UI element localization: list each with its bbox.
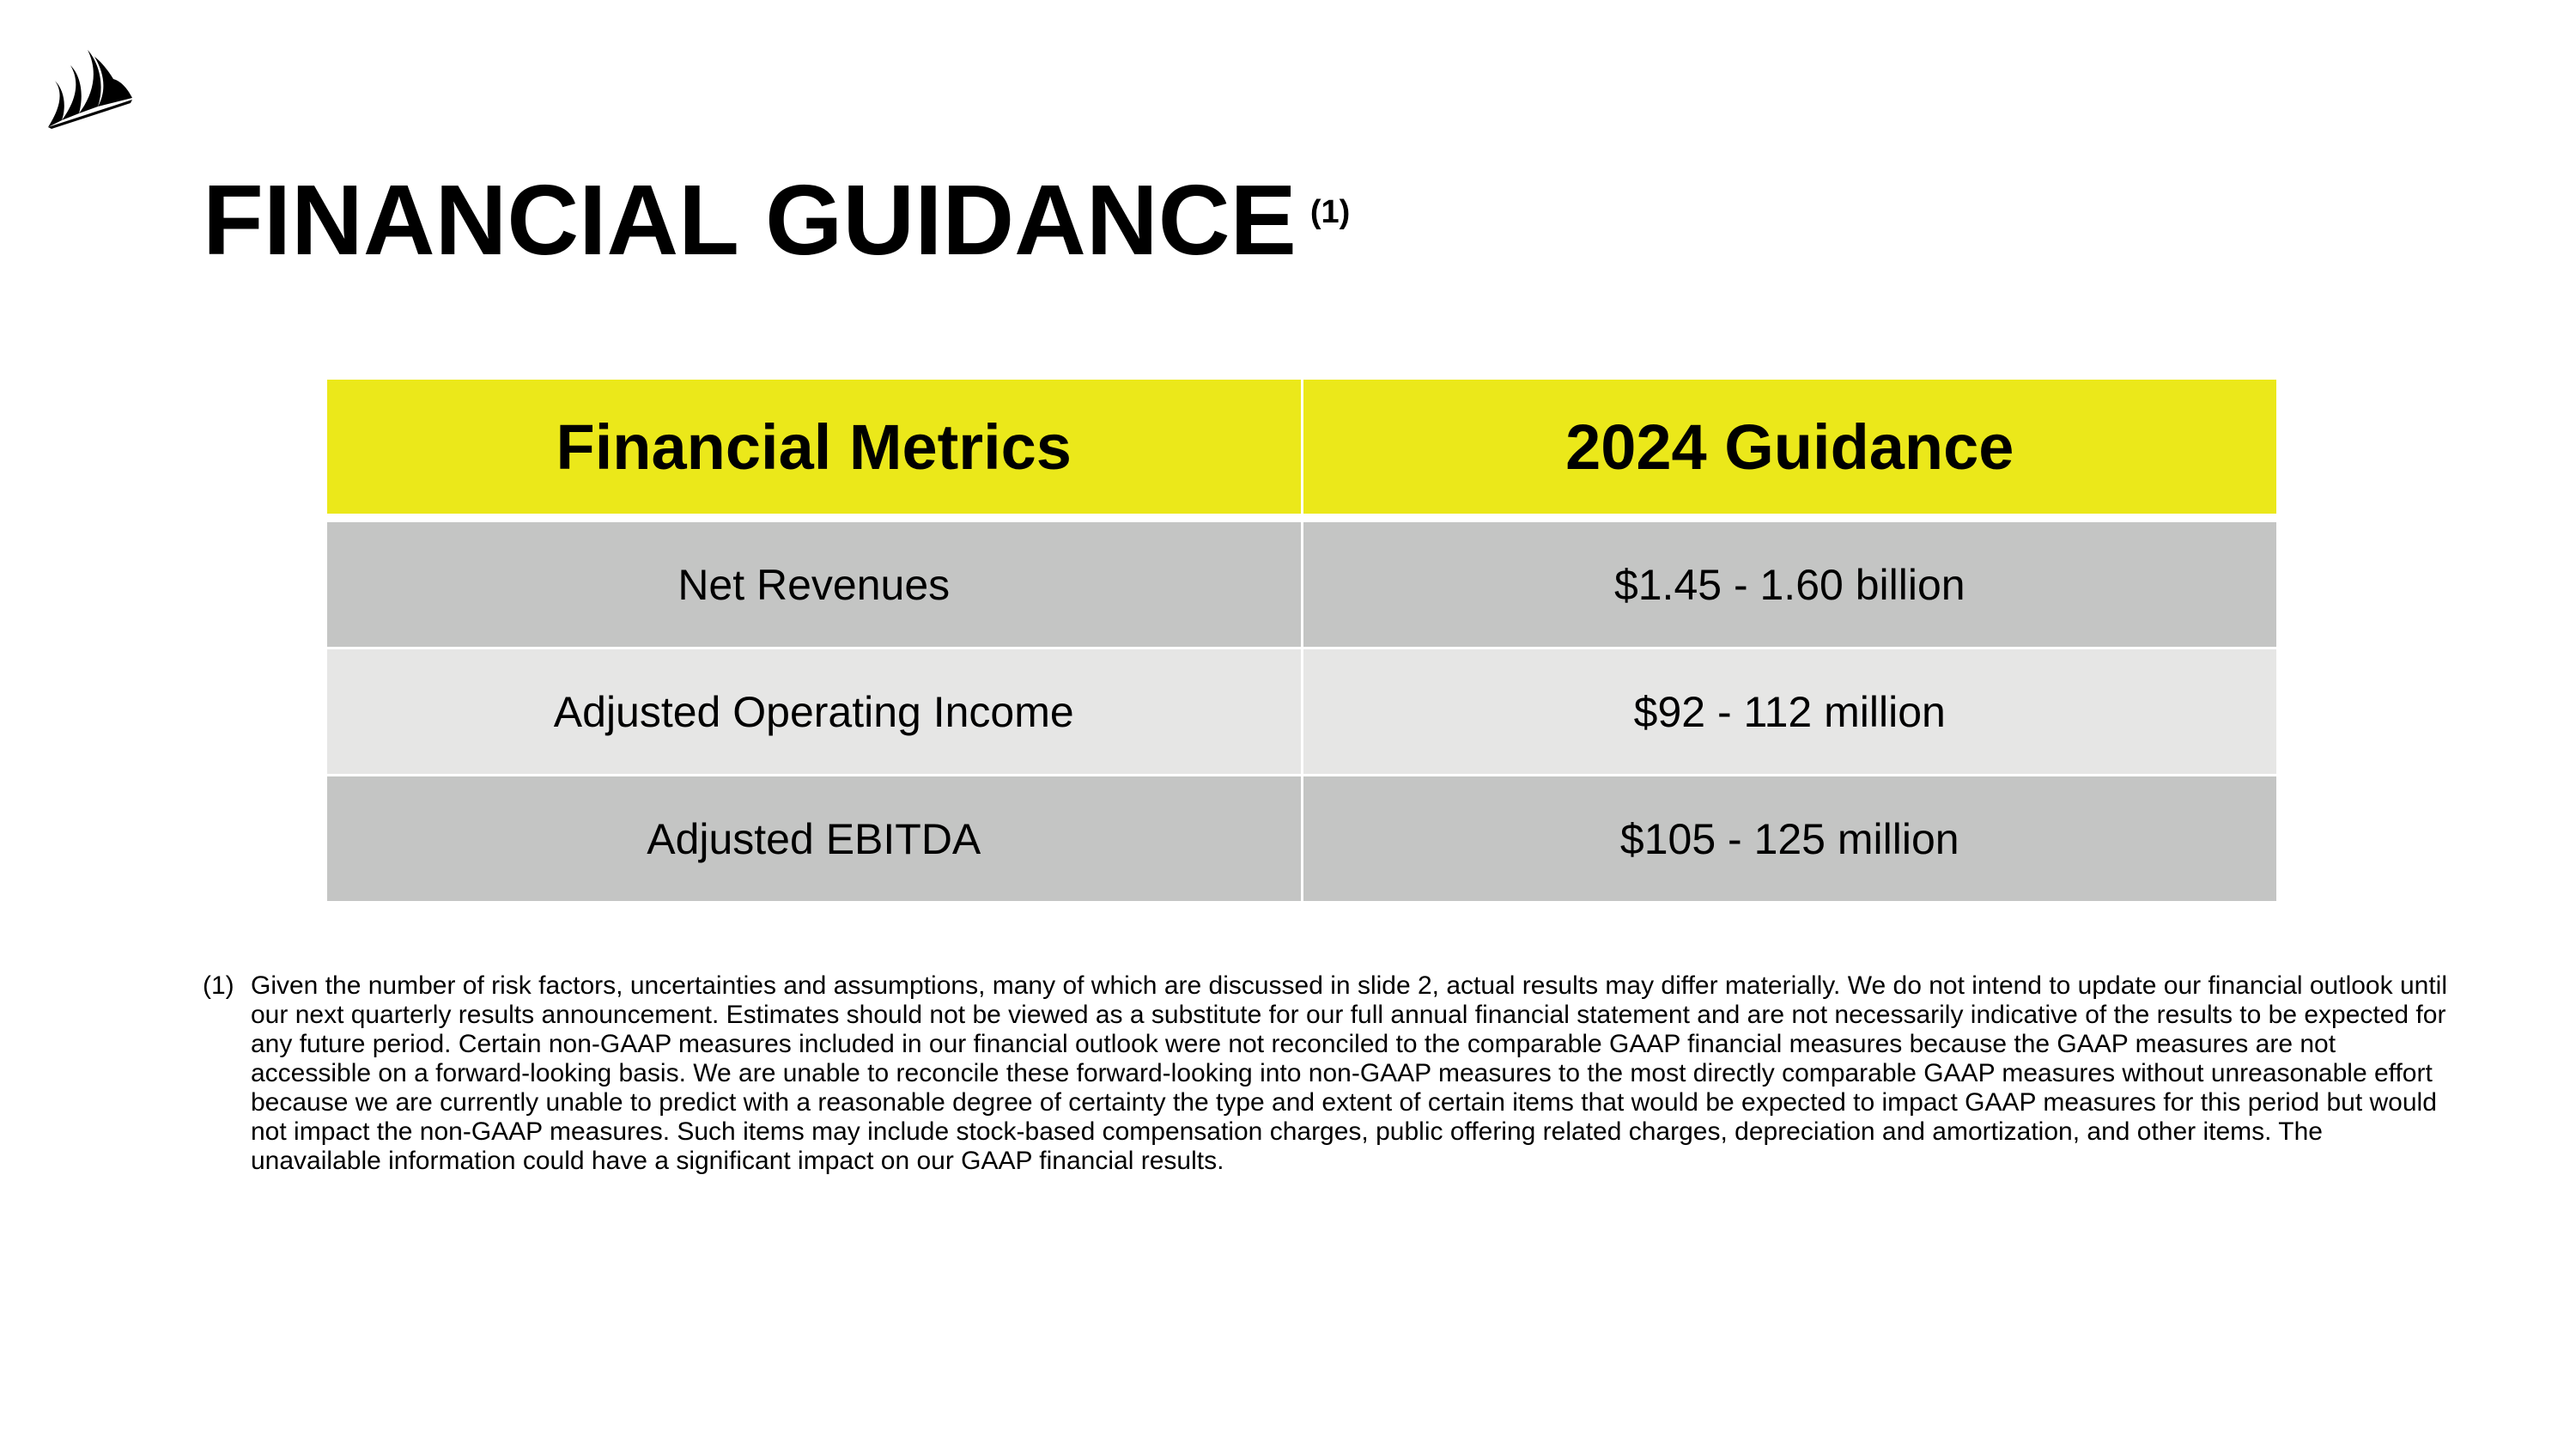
guidance-cell: $105 - 125 million [1302, 776, 2278, 903]
footnote [203, 971, 2452, 1176]
page-title [203, 164, 1351, 276]
header-financial-metrics: Financial Metrics [326, 379, 1303, 519]
sails-logo-icon [45, 45, 134, 129]
guidance-cell: $92 - 112 million [1302, 648, 2278, 776]
metric-cell: Adjusted EBITDA [326, 776, 1303, 903]
metric-cell: Adjusted Operating Income [326, 648, 1303, 776]
table-row [326, 776, 2278, 903]
table-row [326, 518, 2278, 648]
footnote-text: Given the number of risk factors, uncertainties and assumptions, many of which are discussed in slide 2, actual results may differ materially. We do not intend to update our financial outlook until our next quarterly results announcement. Estimates should not be viewed as a substitute for our full annual financial statement and are not necessarily indicative of the results to be expected for any future period. Certain non-GAAP measures included in our financial outlook were not reconciled to the comparable GAAP financial measures because the GAAP measures are not accessible on a forward-looking basis. We are unable to reconcile these forward-looking into non-GAAP measures to the most directly comparable GAAP measures without unreasonable effort because we are currently unable to predict with a reasonable degree of certainty the type and extent of certain items that would be expected to impact GAAP measures for this period but would not impact the non-GAAP measures. Such items may include stock-based compensation charges, public offering related charges, depreciation and amortization, and other items. The unavailable information could have a significant impact on our GAAP financial results. [251, 971, 2447, 1175]
title-footnote-ref: (1) [1309, 194, 1351, 230]
footnote-marker: (1) [203, 971, 234, 1000]
guidance-table [325, 377, 2279, 904]
page-title-text: FINANCIAL GUIDANCE [203, 164, 1297, 276]
metric-cell: Net Revenues [326, 518, 1303, 648]
header-2024-guidance: 2024 Guidance [1302, 379, 2278, 519]
table-row [326, 648, 2278, 776]
table-header-row [326, 379, 2278, 519]
guidance-cell: $1.45 - 1.60 billion [1302, 518, 2278, 648]
